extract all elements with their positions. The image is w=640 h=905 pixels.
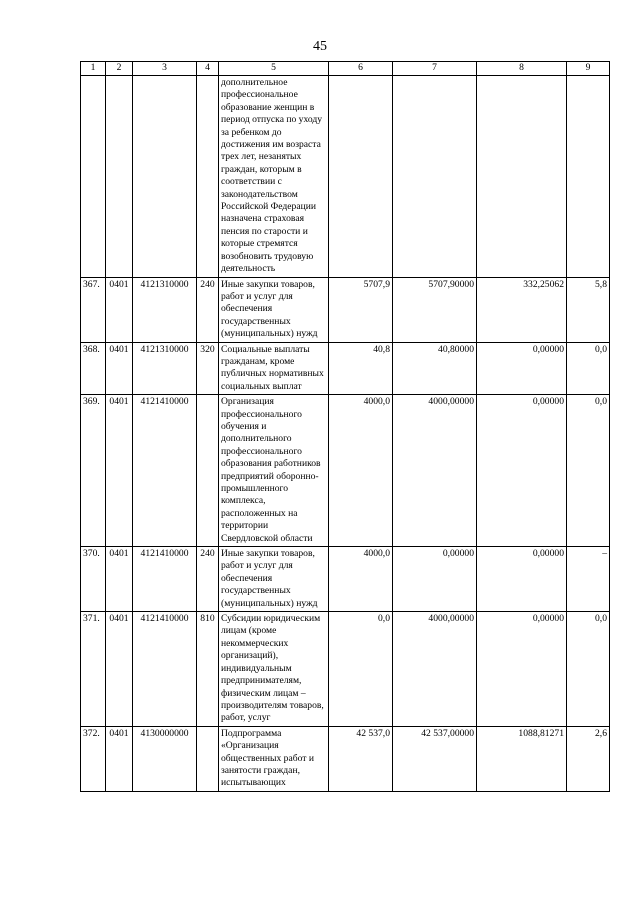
value-col-9 <box>567 76 610 278</box>
budget-table <box>80 61 610 792</box>
item-name: Субсидии юридическим лицам (кроме некоммерческих организаций), индивидуальным предпринимателям, физическим лицам – производителям товаров, работ, услуг <box>219 612 329 727</box>
value-col-6: 40,8 <box>329 342 393 395</box>
value-col-9: – <box>567 547 610 612</box>
target-code <box>133 76 197 278</box>
value-col-9: 2,6 <box>567 726 610 791</box>
table-row <box>81 342 610 395</box>
value-col-7: 5707,90000 <box>393 277 477 342</box>
target-code: 4121310000 <box>133 277 197 342</box>
value-col-9: 0,0 <box>567 342 610 395</box>
value-col-8: 0,00000 <box>477 395 567 547</box>
expense-type <box>197 395 219 547</box>
item-name: Социальные выплаты гражданам, кроме публичных нормативных социальных выплат <box>219 342 329 395</box>
value-col-8: 0,00000 <box>477 547 567 612</box>
value-col-9: 0,0 <box>567 395 610 547</box>
expense-type <box>197 76 219 278</box>
header-col-8: 8 <box>477 62 567 76</box>
item-name: Подпрограмма «Организация общественных работ и занятости граждан, испытывающих <box>219 726 329 791</box>
value-col-6: 4000,0 <box>329 547 393 612</box>
value-col-9: 0,0 <box>567 612 610 727</box>
table-row <box>81 76 610 278</box>
expense-type: 240 <box>197 277 219 342</box>
expense-type <box>197 726 219 791</box>
row-number: 370. <box>81 547 106 612</box>
item-name: Организация профессионального обучения и дополнительного профессионального образования работников предприятий оборонно-промышленного комплекса, расположенных на территории Свердловской области <box>219 395 329 547</box>
section-code: 0401 <box>106 726 133 791</box>
header-col-9: 9 <box>567 62 610 76</box>
value-col-7: 40,80000 <box>393 342 477 395</box>
header-row <box>81 62 610 76</box>
value-col-8: 0,00000 <box>477 342 567 395</box>
value-col-7: 0,00000 <box>393 547 477 612</box>
section-code: 0401 <box>106 342 133 395</box>
row-number: 368. <box>81 342 106 395</box>
table-row <box>81 547 610 612</box>
value-col-6: 4000,0 <box>329 395 393 547</box>
row-number: 369. <box>81 395 106 547</box>
row-number: 372. <box>81 726 106 791</box>
item-name: Иные закупки товаров, работ и услуг для обеспечения государственных (муниципальных) нужд <box>219 547 329 612</box>
value-col-6: 42 537,0 <box>329 726 393 791</box>
section-code: 0401 <box>106 277 133 342</box>
header-col-7: 7 <box>393 62 477 76</box>
item-name: дополнительное профессиональное образование женщин в период отпуска по уходу за ребенком до достижения им возраста трех лет, незанятых граждан, которым в соответствии с законодательством Российской Федерации назначена страховая пенсия по старости и которые стремятся возобновить трудовую деятельность <box>219 76 329 278</box>
row-number: 371. <box>81 612 106 727</box>
value-col-6 <box>329 76 393 278</box>
target-code: 4130000000 <box>133 726 197 791</box>
header-col-1: 1 <box>81 62 106 76</box>
expense-type: 320 <box>197 342 219 395</box>
target-code: 4121410000 <box>133 612 197 727</box>
table-row <box>81 612 610 727</box>
section-code: 0401 <box>106 547 133 612</box>
value-col-6: 0,0 <box>329 612 393 727</box>
section-code: 0401 <box>106 612 133 727</box>
value-col-9: 5,8 <box>567 277 610 342</box>
header-col-5: 5 <box>219 62 329 76</box>
row-number: 367. <box>81 277 106 342</box>
value-col-7: 42 537,00000 <box>393 726 477 791</box>
table-row <box>81 277 610 342</box>
section-code <box>106 76 133 278</box>
value-col-7: 4000,00000 <box>393 612 477 727</box>
header-col-3: 3 <box>133 62 197 76</box>
value-col-8: 1088,81271 <box>477 726 567 791</box>
value-col-7: 4000,00000 <box>393 395 477 547</box>
value-col-6: 5707,9 <box>329 277 393 342</box>
value-col-7 <box>393 76 477 278</box>
section-code: 0401 <box>106 395 133 547</box>
value-col-8: 332,25062 <box>477 277 567 342</box>
value-col-8 <box>477 76 567 278</box>
target-code: 4121410000 <box>133 547 197 612</box>
row-number <box>81 76 106 278</box>
header-col-6: 6 <box>329 62 393 76</box>
expense-type: 240 <box>197 547 219 612</box>
target-code: 4121410000 <box>133 395 197 547</box>
table-row <box>81 726 610 791</box>
value-col-8: 0,00000 <box>477 612 567 727</box>
header-col-2: 2 <box>106 62 133 76</box>
header-col-4: 4 <box>197 62 219 76</box>
item-name: Иные закупки товаров, работ и услуг для обеспечения государственных (муниципальных) нужд <box>219 277 329 342</box>
page-number: 45 <box>313 39 327 54</box>
target-code: 4121310000 <box>133 342 197 395</box>
table-row <box>81 395 610 547</box>
expense-type: 810 <box>197 612 219 727</box>
